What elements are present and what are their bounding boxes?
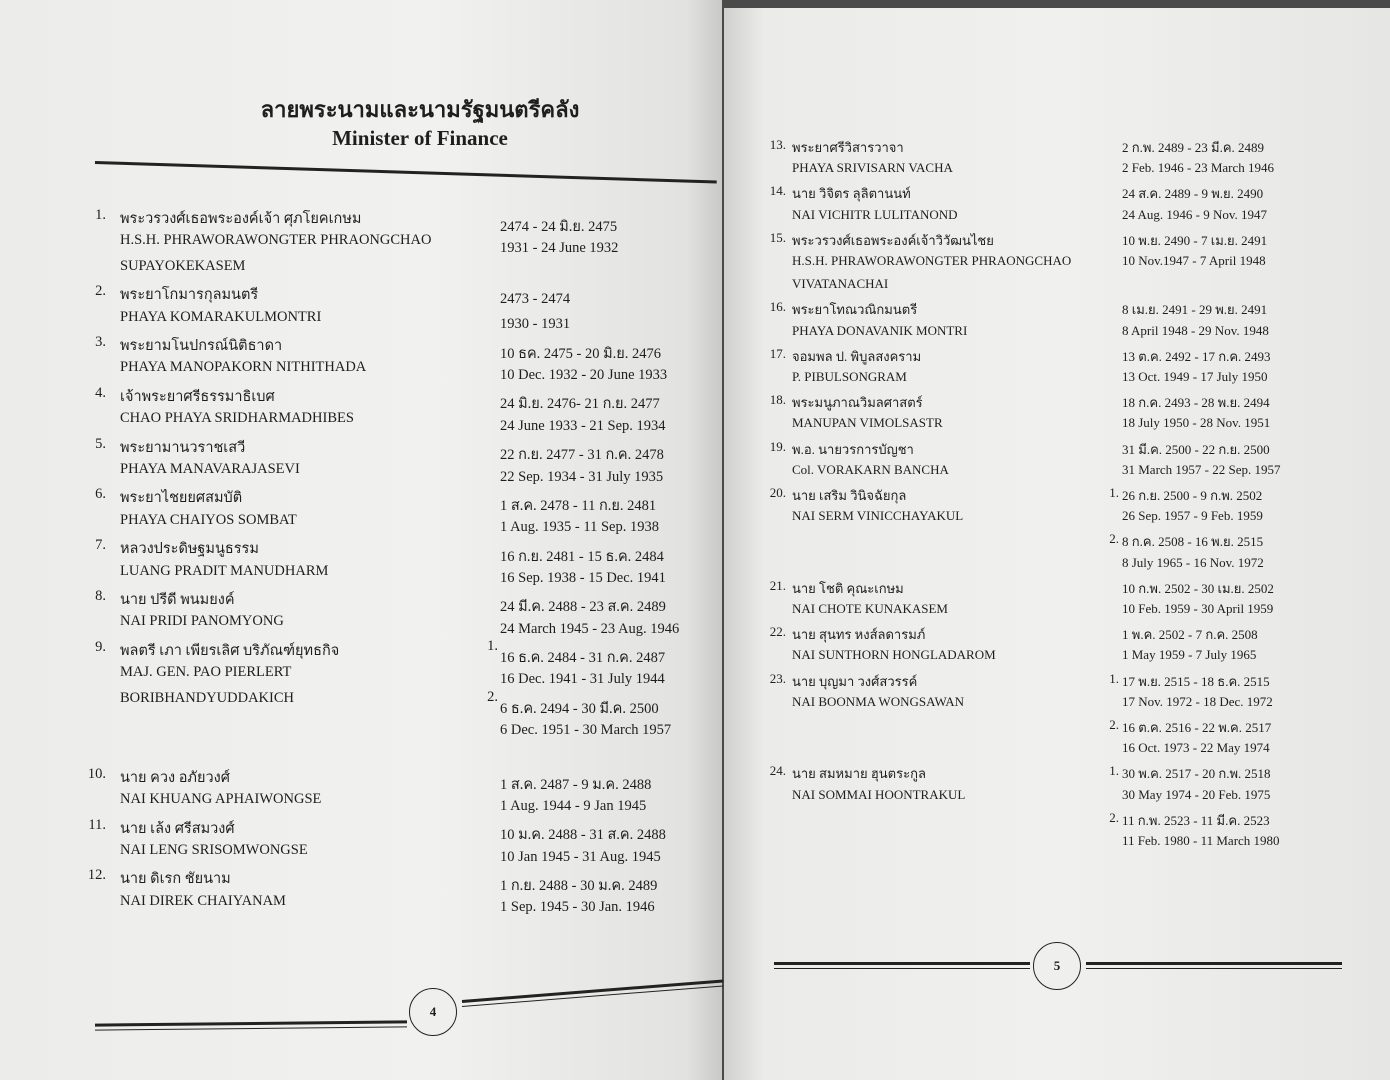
minister-name: PHAYA SRIVISARN VACHA [792, 160, 953, 176]
term-dates: 1 Aug. 1944 - 9 Jan 1945 [500, 798, 647, 815]
minister-name: VIVATANACHAI [792, 276, 889, 292]
term-dates: 16 Oct. 1973 - 22 May 1974 [1122, 740, 1270, 756]
term-number: 1. [487, 637, 498, 654]
term-number: 2. [1109, 809, 1119, 825]
term-dates: 22 ก.ย. 2477 - 31 ก.ค. 2478 [500, 447, 664, 464]
term-dates: 26 ก.ย. 2500 - 9 ก.พ. 2502 [1122, 488, 1263, 503]
minister-name: NAI CHOTE KUNAKASEM [792, 601, 948, 616]
minister-name: SUPAYOKEKASEM [120, 257, 246, 274]
term-dates: 10 Feb. 1959 - 30 April 1959 [1122, 601, 1274, 616]
minister-name: PHAYA CHAIYOS SOMBAT [120, 511, 297, 528]
entry-number: 19. [769, 438, 786, 454]
term-dates: 24 ส.ค. 2489 - 9 พ.ย. 2490 [1122, 186, 1264, 202]
term-dates: 26 Sep. 1957 - 9 Feb. 1959 [1122, 508, 1263, 524]
term-dates: 13 ต.ค. 2492 - 17 ก.ค. 2493 [1122, 348, 1271, 364]
term-dates: 18 July 1950 - 28 Nov. 1951 [1122, 415, 1271, 431]
term-dates: 16 ก.ย. 2481 - 15 ธ.ค. 2484 [500, 548, 664, 565]
entry-number: 7. [95, 537, 106, 554]
term-dates: 16 Sep. 1938 - 15 Dec. 1941 [500, 569, 666, 586]
term-number: 1. [1109, 670, 1119, 686]
minister-name: BORIBHANDYUDDAKICH [120, 689, 294, 706]
minister-name: นาย ควง อภัยวงศ์ [120, 769, 230, 786]
entry-number: 18. [769, 392, 786, 408]
term-dates: 24 March 1945 - 23 Aug. 1946 [500, 620, 680, 637]
minister-name: พระยามานวราชเสวี [120, 439, 246, 456]
minister-name: NAI SOMMAI HOONTRAKUL [792, 786, 966, 802]
term-dates: 1 ส.ค. 2487 - 9 ม.ค. 2488 [500, 776, 652, 793]
minister-name: นาย วิจิตร ลุลิตานนท์ [792, 186, 911, 202]
minister-name: นาย บุญมา วงศ์สวรรค์ [792, 673, 918, 689]
term-dates: 1930 - 1931 [500, 316, 571, 333]
entry-number: 3. [95, 334, 106, 350]
minister-name: พระวรวงศ์เธอพระองค์เจ้า ศุภโยคเกษม [120, 211, 362, 227]
footer-rule-left [774, 962, 1030, 965]
minister-name: PHAYA DONAVANIK MONTRI [792, 322, 968, 338]
term-dates: 1931 - 24 June 1932 [500, 240, 619, 257]
term-dates: 24 มี.ค. 2488 - 23 ส.ค. 2489 [500, 599, 666, 616]
term-dates: 1 ก.ย. 2488 - 30 ม.ค. 2489 [500, 878, 658, 895]
footer-rule-right-thin [1086, 968, 1342, 969]
page-title-thai: ลายพระนามและนามรัฐมนตรีคลัง [260, 97, 580, 122]
minister-name: NAI BOONMA WONGSAWAN [792, 693, 965, 709]
entry-number: 2. [95, 283, 106, 300]
footer-rule-left [95, 1020, 407, 1026]
minister-name: CHAO PHAYA SRIDHARMADHIBES [120, 410, 354, 427]
term-dates: 2 Feb. 1946 - 23 March 1946 [1122, 160, 1275, 176]
minister-name: H.S.H. PHRAWORAWONGTER PHRAONGCHAO [120, 232, 432, 249]
minister-name: พ.อ. นายวรการบัญชา [792, 441, 914, 457]
term-dates: 11 ก.พ. 2523 - 11 มี.ค. 2523 [1122, 812, 1270, 828]
entry-number: 22. [769, 624, 786, 640]
right-page [724, 8, 1390, 1080]
minister-name: NAI KHUANG APHAIWONGSE [120, 791, 322, 808]
minister-name: NAI SUNTHORN HONGLADAROM [792, 647, 996, 663]
term-dates: 24 Aug. 1946 - 9 Nov. 1947 [1122, 206, 1268, 222]
term-dates: 31 March 1957 - 22 Sep. 1957 [1122, 461, 1281, 477]
entry-number: 20. [769, 485, 786, 500]
entry-number: 9. [95, 638, 106, 655]
minister-name: MAJ. GEN. PAO PIERLERT [120, 664, 292, 681]
term-dates: 10 Nov.1947 - 7 April 1948 [1122, 253, 1266, 268]
entry-number: 15. [769, 229, 786, 245]
minister-name: นาย สุนทร หงส์ลดารมภ์ [792, 627, 926, 643]
term-dates: 8 ก.ค. 2508 - 16 พ.ย. 2515 [1122, 534, 1264, 550]
term-dates: 2474 - 24 มิ.ย. 2475 [500, 219, 618, 235]
term-dates: 1 Aug. 1935 - 11 Sep. 1938 [500, 519, 659, 536]
entry-number: 13. [769, 137, 786, 152]
term-number: 2. [487, 688, 498, 705]
page-number: 5 [1033, 942, 1081, 990]
minister-name: H.S.H. PHRAWORAWONGTER PHRAONGCHAO [792, 253, 1072, 268]
minister-name: เจ้าพระยาศรีธรรมาธิเบศ [120, 388, 275, 405]
term-dates: 13 Oct. 1949 - 17 July 1950 [1122, 369, 1268, 384]
minister-name: P. PIBULSONGRAM [792, 369, 907, 384]
term-dates: 16 Dec. 1941 - 31 July 1944 [500, 671, 665, 688]
minister-name: MANUPAN VIMOLSASTR [792, 415, 943, 431]
entry-number: 23. [769, 670, 786, 686]
entry-number: 17. [769, 345, 786, 361]
entry-number: 24. [769, 763, 786, 779]
term-dates: 11 Feb. 1980 - 11 March 1980 [1122, 833, 1280, 848]
term-dates: 18 ก.ค. 2493 - 28 พ.ย. 2494 [1122, 395, 1270, 411]
term-dates: 2473 - 2474 [500, 291, 571, 308]
minister-name: พระยามโนปกรณ์นิติธาดา [120, 338, 283, 354]
term-dates: 2 ก.พ. 2489 - 23 มี.ค. 2489 [1122, 140, 1265, 155]
minister-name: หลวงประดิษฐมนูธรรม [120, 541, 259, 558]
entry-number: 1. [95, 207, 106, 223]
minister-name: พระยาโกมารกุลมนตรี [120, 287, 259, 304]
minister-name: นาย สมหมาย ฮุนตระกูล [792, 766, 926, 782]
minister-name: นาย เล้ง ศรีสมวงศ์ [120, 820, 235, 837]
term-number: 2. [1109, 717, 1119, 732]
minister-name: นาย ดิเรก ชัยนาม [120, 871, 231, 888]
term-dates: 16 ธ.ค. 2484 - 31 ก.ค. 2487 [500, 649, 666, 666]
term-dates: 24 มิ.ย. 2476- 21 ก.ย. 2477 [500, 396, 660, 413]
minister-name: พระวรวงศ์เธอพระองค์เจ้าวิวัฒนไชย [792, 232, 994, 248]
footer-rule-right [1086, 962, 1342, 965]
entry-number: 4. [95, 384, 106, 401]
minister-name: PHAYA MANOPAKORN NITHITHADA [120, 359, 367, 376]
minister-name: LUANG PRADIT MANUDHARM [120, 562, 329, 579]
minister-name: NAI PRIDI PANOMYONG [120, 613, 284, 630]
footer-rule-left-thin [774, 968, 1030, 969]
term-dates: 1 ส.ค. 2478 - 11 ก.ย. 2481 [500, 497, 657, 514]
term-dates: 1 พ.ค. 2502 - 7 ก.ค. 2508 [1122, 627, 1258, 643]
term-dates: 16 ต.ค. 2516 - 22 พ.ค. 2517 [1122, 720, 1272, 735]
minister-name: นาย ปรีดี พนมยงค์ [120, 592, 235, 608]
term-dates: 30 พ.ค. 2517 - 20 ก.พ. 2518 [1122, 766, 1271, 782]
minister-name: นาย โชติ คุณะเกษม [792, 580, 904, 596]
term-dates: 6 Dec. 1951 - 30 March 1957 [500, 722, 672, 738]
entry-number: 12. [87, 867, 106, 884]
term-dates: 10 ก.พ. 2502 - 30 เม.ย. 2502 [1122, 580, 1274, 596]
minister-name: พลตรี เภา เพียรเลิศ บริภัณฑ์ยุทธกิจ [120, 642, 340, 659]
minister-name: Col. VORAKARN BANCHA [792, 461, 949, 477]
term-number: 1. [1109, 763, 1119, 779]
footer-rule-right [462, 979, 723, 1003]
entry-number: 8. [95, 588, 106, 604]
minister-name: จอมพล ป. พิบูลสงคราม [792, 348, 922, 364]
term-number: 2. [1109, 531, 1119, 547]
term-dates: 17 พ.ย. 2515 - 18 ธ.ค. 2515 [1122, 673, 1270, 689]
header-rule [95, 161, 717, 183]
term-dates: 10 ธค. 2475 - 20 มิ.ย. 2476 [500, 345, 662, 362]
term-dates: 10 ม.ค. 2488 - 31 ส.ค. 2488 [500, 827, 666, 844]
entry-number: 5. [95, 435, 106, 452]
entry-number: 14. [769, 183, 786, 199]
page-number: 4 [409, 988, 457, 1036]
minister-name: NAI LENG SRISOMWONGSE [120, 842, 308, 858]
footer-rule-left-thin [95, 1026, 407, 1030]
minister-name: พระยาศรีวิสารวาจา [792, 140, 904, 155]
term-dates: 10 Jan 1945 - 31 Aug. 1945 [500, 848, 661, 865]
term-dates: 1 May 1959 - 7 July 1965 [1122, 647, 1257, 663]
term-dates: 10 Dec. 1932 - 20 June 1933 [500, 367, 668, 384]
entry-number: 10. [87, 765, 106, 782]
entry-number: 11. [88, 816, 106, 833]
page-title-english: Minister of Finance [332, 126, 508, 150]
entry-number: 16. [769, 299, 786, 315]
term-number: 1. [1109, 485, 1119, 500]
term-dates: 8 April 1948 - 29 Nov. 1948 [1122, 322, 1269, 338]
entry-number: 21. [769, 577, 786, 593]
minister-name: NAI DIREK CHAIYANAM [120, 892, 286, 909]
term-dates: 31 มี.ค. 2500 - 22 ก.ย. 2500 [1122, 441, 1270, 457]
term-dates: 8 July 1965 - 16 Nov. 1972 [1122, 554, 1264, 570]
term-dates: 1 Sep. 1945 - 30 Jan. 1946 [500, 899, 655, 916]
minister-name: นาย เสริม วินิจฉัยกุล [792, 488, 907, 503]
minister-name: NAI VICHITR LULITANOND [792, 206, 958, 222]
term-dates: 10 พ.ย. 2490 - 7 เม.ย. 2491 [1122, 232, 1268, 248]
term-dates: 6 ธ.ค. 2494 - 30 มี.ค. 2500 [500, 700, 659, 717]
minister-name: PHAYA KOMARAKULMONTRI [120, 308, 322, 325]
minister-name: พระยาโทณวณิกมนตรี [792, 302, 918, 318]
entry-number: 6. [95, 486, 106, 503]
minister-name: NAI SERM VINICCHAYAKUL [792, 508, 964, 524]
minister-name: พระมนูภาณวิมลศาสตร์ [792, 395, 923, 411]
term-dates: 24 June 1933 - 21 Sep. 1934 [500, 417, 666, 434]
minister-name: PHAYA MANAVARAJASEVI [120, 461, 300, 477]
term-dates: 8 เม.ย. 2491 - 29 พ.ย. 2491 [1122, 302, 1268, 318]
term-dates: 17 Nov. 1972 - 18 Dec. 1972 [1122, 693, 1273, 709]
term-dates: 22 Sep. 1934 - 31 July 1935 [500, 468, 664, 485]
term-dates: 30 May 1974 - 20 Feb. 1975 [1122, 786, 1271, 802]
minister-name: พระยาไชยยศสมบัติ [120, 490, 243, 507]
